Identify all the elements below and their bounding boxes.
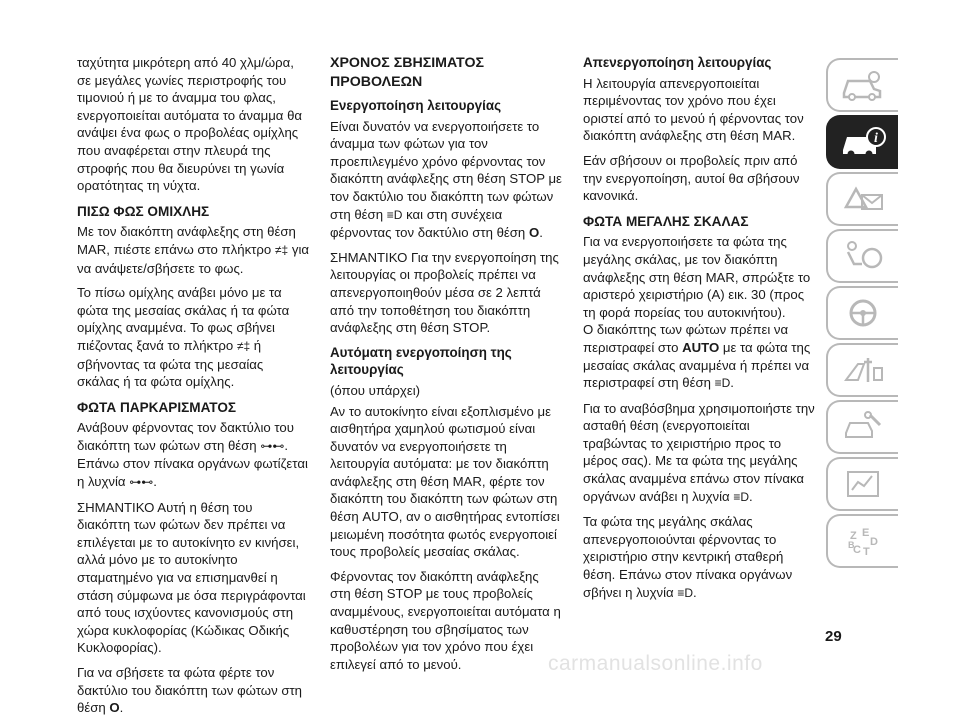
car-info-icon bbox=[840, 124, 886, 160]
fog-button-icon: ≠‡ bbox=[274, 242, 289, 257]
text: Για να σβήσετε τα φώτα φέρτε τον δακτύλιο του διακόπτη των φώτων στη θέση bbox=[77, 665, 303, 716]
text: . bbox=[539, 225, 543, 241]
section-title: ΧΡΟΝΟΣ ΣΒΗΣΙΜΑΤΟΣ ΠΡΟΒΟΛΕΩΝ bbox=[330, 55, 485, 90]
text: Το πίσω ομίχλης ανάβει μόνο με τα φώτα της μεσαίας σκάλας ή τα φώτα ομίχλης αναμμένα. Το φως σβήνει πιέζοντας ξανά το πλήκτρο bbox=[77, 285, 290, 353]
chapter-tabs bbox=[826, 58, 898, 571]
paragraph: ΣΗΜΑΝΤΙΚΟ Για την ενεργοποίηση της λειτουργίας οι προβολείς πρέπει να απενεργοποιηθούν μέσα σε 2 λεπτά από την τοποθέτηση του διακόπτη ανάφλεξης στη θέση STOP. bbox=[330, 249, 559, 336]
tab-warnings[interactable] bbox=[826, 172, 898, 226]
paragraph bbox=[583, 400, 815, 507]
position-auto: AUTO bbox=[682, 339, 720, 355]
text: . bbox=[119, 700, 124, 716]
text: Τα φώτα της μεγάλης σκάλας απενεργοποιούνται φέρνοντας το χειριστήριο στην κεντρική σταθερή θέση. Επάνω στον πίνακα οργάνων σβήνει η λυχνία bbox=[583, 514, 793, 600]
paragraph: Αν το αυτοκίνητο είναι εξοπλισμένο με αισθητήρα χαμηλού φωτισμού είναι δυνατόν να ενεργοποιήσετε τη λειτουργία αυτόματα: με τον διακόπτη ανάφλεξης στη θέση MAR, φέρτε τον διακόπτη του διακόπτη των φώτων στη θέση AUTO, αν ο αισθητήρας εντοπίσει μειωμένη ποσότητα φωτός ενεργοποιεί τους προβολείς μεσαίας σκάλας. bbox=[330, 403, 560, 560]
text: . bbox=[153, 474, 157, 490]
alphabet-index-icon bbox=[840, 523, 886, 559]
paragraph: Η λειτουργία απενεργοποιείται περιμένοντας τον χρόνο που έχει οριστεί από το μενού ή φέρνοντας τον διακόπτη ανάφλεξης στη θέση MAR. bbox=[583, 75, 804, 144]
paragraph bbox=[77, 284, 309, 391]
watermark: carmanualsonline.info bbox=[548, 652, 763, 675]
text: και στη συνέχεια φέρνοντας τον δακτύλιο στη θέση bbox=[330, 206, 526, 241]
paragraph: ΣΗΜΑΝΤΙΚΟ Αυτή η θέση του διακόπτη των φώτων δεν πρέπει να επιλέγεται με το αυτοκίνητο εν κινήσει, αλλά μόνο με το αυτοκίνητο σταματημένο για να επισημανθεί η στάση σύμφωνα με όσα περιγράφονται από τους ισχύοντες κανονισμούς στη χώρα κυκλοφορίας (Κώδικας Οδικής Κυκλοφορίας). bbox=[77, 499, 306, 656]
svg-text:i: i bbox=[874, 131, 878, 146]
page-number: 29 bbox=[825, 628, 842, 645]
paragraph bbox=[77, 223, 309, 277]
heading-high-beam: ΦΩΤΑ ΜΕΓΑΛΗΣ ΣΚΑΛΑΣ bbox=[583, 213, 749, 229]
tab-maintenance[interactable] bbox=[826, 400, 898, 454]
emergency-tools-icon bbox=[840, 352, 886, 388]
text: . bbox=[693, 584, 697, 600]
warning-mail-icon bbox=[840, 181, 886, 217]
text: Ανάβουν φέρνοντας τον δακτύλιο του διακόπτη των φώτων στη θέση bbox=[77, 420, 294, 453]
paragraph bbox=[583, 513, 815, 602]
text: . bbox=[749, 488, 753, 504]
fog-button-icon: ≠‡ bbox=[236, 338, 251, 353]
tab-car-active[interactable] bbox=[826, 115, 898, 169]
text: Είναι δυνατόν να ενεργοποιήσετε το άναμμα των φώτων για τον προεπιλεγμένο χρόνο φέρνοντας τον διακόπτη ανάφλεξης στη θέση STOP με τον δακτύλιο του διακόπτη των φώτων στη θέση bbox=[330, 118, 562, 222]
column-2 bbox=[330, 54, 562, 680]
tab-safety[interactable] bbox=[826, 229, 898, 283]
heading-activation: Ενεργοποίηση λειτουργίας bbox=[330, 98, 502, 113]
svg-text:T: T bbox=[863, 546, 870, 558]
low-beam-icon: ≡D bbox=[386, 207, 403, 222]
car-search-icon bbox=[840, 67, 886, 103]
paragraph: ταχύτητα μικρότερη από 40 χλμ/ώρα, σε μεγάλες γωνίες περιστροφής του τιμονιού ή με το άναμμα του φλας, ενεργοποιείται αυτόματα το άναμμα θα ανάψει ένα φως ο προβολέας ομίχλης που αναφέρεται στην πλευρά της στροφής που θα διευρύνει τη γωνία ορατότητας τη νύχτα. bbox=[77, 55, 303, 194]
position-o: O bbox=[528, 225, 540, 241]
parking-light-icon: ⊶⊷ bbox=[129, 475, 154, 490]
tab-technical[interactable] bbox=[826, 457, 898, 511]
tab-index[interactable] bbox=[826, 514, 898, 568]
high-beam-icon: ≡D bbox=[677, 585, 694, 600]
paragraph: (όπου υπάρχει) bbox=[330, 382, 421, 398]
column-3 bbox=[583, 54, 815, 609]
heading-auto: Αυτόματη ενεργοποίηση της λειτουργίας bbox=[330, 344, 512, 378]
svg-text:Z: Z bbox=[850, 530, 857, 542]
text: . bbox=[730, 375, 734, 391]
paragraph bbox=[330, 118, 562, 242]
text: με τα φώτα της μεσαίας σκάλας αναμμένα ή πρέπει να περιστραφεί στη θέση bbox=[583, 339, 811, 391]
wrench-car-icon bbox=[840, 409, 886, 445]
svg-text:E: E bbox=[862, 527, 870, 539]
text: Για το αναβόσβημα χρησιμοποιήστε την ασταθή θέση (ενεργοποιείται τραβώντας το χειριστήριο προς το μέρος σας). Με τα φώτα της μεγάλης σκάλας αναμμένα επάνω στον πίνακα οργάνων ανάβει η λυχνία bbox=[583, 400, 815, 504]
text: Με τον διακόπτη ανάφλεξης στη θέση MAR, πιέστε επάνω στο πλήκτρο bbox=[77, 224, 296, 257]
heading-parking: ΦΩΤΑ ΠΑΡΚΑΡΙΣΜΑΤΟΣ bbox=[77, 399, 237, 415]
tab-emergency[interactable] bbox=[826, 343, 898, 397]
position-o: O bbox=[109, 700, 120, 716]
column-1 bbox=[77, 54, 309, 724]
steering-person-icon bbox=[840, 238, 886, 274]
parking-light-icon: ⊶⊷ bbox=[260, 438, 285, 453]
tab-driving[interactable] bbox=[826, 286, 898, 340]
svg-text:B: B bbox=[848, 540, 855, 550]
paragraph bbox=[77, 419, 309, 491]
svg-text:D: D bbox=[870, 536, 878, 548]
text: . Επάνω στον πίνακα οργάνων φωτίζεται η λυχνία bbox=[77, 437, 308, 490]
steering-wheel-icon bbox=[840, 295, 886, 331]
paragraph bbox=[583, 321, 815, 392]
svg-text:C: C bbox=[853, 544, 861, 556]
paragraph: Για να ενεργοποιήσετε τα φώτα της μεγάλης σκάλας, με τον διακόπτη ανάφλεξης στη θέση MAR, σπρώξτε το αριστερό χειριστήριο (A) εικ. 30 (προς τη φορά πορείας του αυτοκινήτου). bbox=[583, 234, 811, 320]
tech-data-icon bbox=[840, 466, 886, 502]
heading-deactivation: Απενεργοποίηση λειτουργίας bbox=[583, 55, 772, 70]
low-beam-icon: ≡D bbox=[714, 376, 731, 391]
tab-car-info[interactable] bbox=[826, 58, 898, 112]
text: ή σβήνοντας τα φώτα της μεσαίας σκάλας ή τα φώτα ομίχλης. bbox=[77, 337, 264, 390]
text: Ο διακόπτης των φώτων πρέπει να περιστραφεί στο bbox=[583, 322, 789, 355]
text: για να ανάψετε/σβήσετε το φως. bbox=[77, 241, 309, 276]
paragraph: Φέρνοντας τον διακόπτη ανάφλεξης στη θέση STOP με τους προβολείς αναμμένους, ενεργοποιείται αυτόματα η καθυστέρηση του σβησίματος των προβολέων για τον χρόνο που έχει επιλεγεί από το μενού. bbox=[330, 568, 561, 672]
high-beam-icon: ≡D bbox=[733, 489, 750, 504]
heading-rear-fog: ΠΙΣΩ ΦΩΣ ΟΜΙΧΛΗΣ bbox=[77, 203, 210, 219]
paragraph: Εάν σβήσουν οι προβολείς πριν από την ενεργοποίηση, αυτοί θα σβήσουν κανονικά. bbox=[583, 152, 800, 204]
paragraph bbox=[77, 664, 309, 717]
